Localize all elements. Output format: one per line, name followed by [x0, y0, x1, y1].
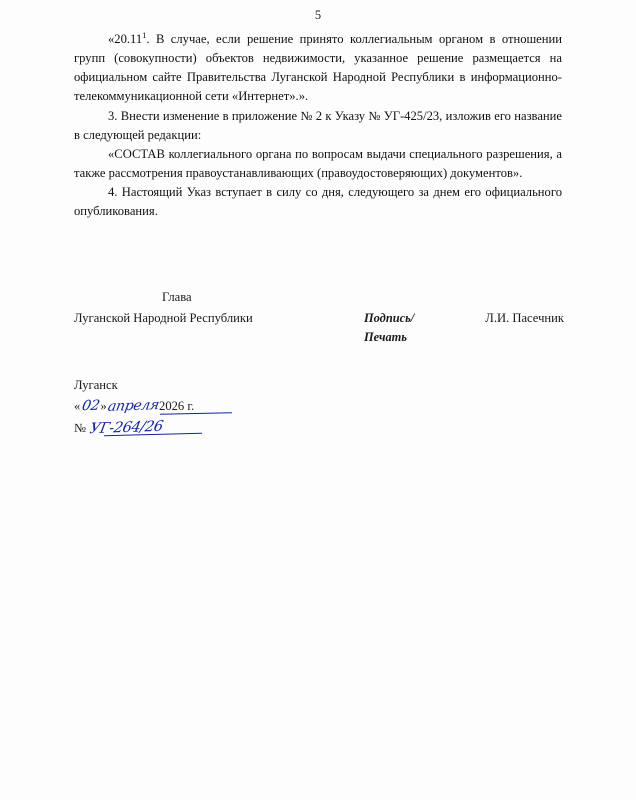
- paragraph-20-11: [74, 30, 562, 107]
- document-body: [74, 30, 562, 221]
- signature-row: [74, 309, 564, 361]
- signature-block: [74, 288, 564, 361]
- paragraph-item-3: 3. Внести изменение в приложение № 2 к Указу № УГ-425/23, изложив его название в следующей редакции:: [74, 108, 562, 142]
- imprint-date-day-handwritten: 02: [80, 397, 101, 414]
- imprint-number-label: №: [74, 421, 87, 436]
- signature-stamp-note: [364, 309, 414, 347]
- signatory-organization: Луганской Народной Республики: [74, 310, 253, 325]
- paragraph-20-11-lead: «20.11: [108, 32, 143, 46]
- signatory-title: Глава: [162, 290, 192, 304]
- paragraph-20-11-rest: . В случае, если решение принято коллегиальным органом в отношении групп (совокупности) объектов недвижимости, указанное решение размещается на официальном сайте Правительства Луганской Народной Республики в информационно-телекоммуникационной сети «Интернет».».: [74, 32, 562, 104]
- imprint-city: Луганск: [74, 378, 118, 392]
- imprint-date: [74, 396, 194, 418]
- paragraph-item-4: 4. Настоящий Указ вступает в силу со дня, следующего за днем его официального опубликования.: [74, 185, 562, 219]
- page-number: 5: [314, 8, 322, 22]
- imprint-number: [74, 417, 194, 439]
- imprint-number-handwritten: УГ-264/26: [88, 418, 165, 438]
- signature-stamp-note-line2: Печать: [364, 330, 407, 345]
- footnote-marker: 1: [142, 29, 147, 40]
- imprint-date-year: 2026 г.: [159, 398, 195, 413]
- imprint-date-month-handwritten: апреля: [106, 396, 160, 415]
- imprint-date-quote-open: «: [74, 398, 81, 413]
- signature-stamp-note-line1: Подпись/: [364, 310, 415, 325]
- signatory-name: Л.И. Пасечник: [485, 310, 564, 325]
- imprint-date-quote-close: »: [100, 398, 107, 413]
- imprint-block: [74, 376, 194, 440]
- paragraph-sostav: «СОСТАВ коллегиального органа по вопросам выдачи специального разрешения, а также рассмотрения правоустанавливающих (правоудостоверяющих) документов».: [74, 146, 562, 180]
